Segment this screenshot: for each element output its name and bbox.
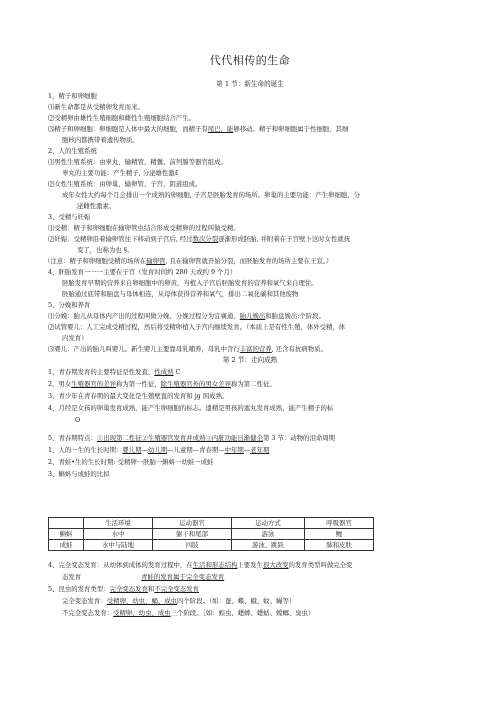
text: —儿童期—青春期— (167, 446, 225, 454)
paragraph (48, 434, 335, 443)
paragraph: 胞核内都携带着遗传物质。 (62, 136, 139, 144)
document-title: 代代相传的生命 (209, 54, 291, 67)
underlined-text: 生活和形态结构 (192, 561, 238, 569)
paragraph: 2、青蛙•生的生长时期: 受精卵一胚胎一蝌蚪一幼蛙一成蛙 (48, 458, 214, 466)
underlined-text: 不完全变态发育 (154, 585, 200, 593)
text: 称为第一性征， (115, 380, 161, 388)
underlined-text: 受精卵、幼虫、蛹、成虫 (106, 597, 178, 605)
underlined-text: 受精卵、幼虫、成虫 (113, 609, 171, 617)
text: 5、昆虫的发育类型： (48, 585, 110, 593)
text: 完全变态发育： (62, 597, 107, 605)
paragraph: 成年女性大约每个月会排出一个成熟的卵细胞, 子宫是胚胎发育的场所。卵巢的主要功能：产生卵细胞，分 (62, 191, 361, 199)
paragraph: 4、月经是女孩的卵巢发育成熟，能产生卵细胞的标志。遗精是男孩的塞丸发育成熟，能产生精子的标 (48, 404, 334, 412)
comparison-table (48, 517, 374, 551)
text: 称为第二性征。 (231, 380, 276, 388)
table-cell: 游泳 (232, 529, 305, 540)
paragraph: 3、蝌蚪与成蛙的比拟 (48, 470, 110, 478)
table-header-row (49, 518, 374, 529)
paragraph: ⑵试管婴儿：人工完成受精过程，然后将受精卵植入子宫内继续发育。（本质上是有性生殖，体外受精，体 (48, 323, 346, 331)
underlined-text: 尾巴，能 (207, 125, 234, 133)
table-cell: 水中与陆地 (84, 540, 153, 551)
paragraph: 变了，也称为也 §。 (77, 246, 134, 254)
text: 逐渐形成胚胎, 并附着在子宫壁卜这时女性就抚 (218, 235, 351, 243)
text: 不完全变态发育： (62, 609, 114, 617)
table-cell: 游泳、跳跃 (232, 540, 305, 551)
text: 4、完全变态发育：从幼体到成体的发育过程中，在 (48, 561, 193, 569)
paragraph: 3、青少年在青春期的最大变化是生殖壁直的发育和 jg 困成熟。 (48, 392, 229, 400)
heading-3: 3、受精与妊娠 (48, 213, 91, 221)
heading-2: 2、人的生殖系统 (48, 147, 97, 155)
text: （注意：精子和卵细胞受精的场所在 (44, 257, 147, 265)
paragraph: 胚胎发育早期的营养来自卵细胞中的卵黄，当植入子宫后胚胎发育的营养和氧气来自理住。 (62, 279, 318, 287)
paragraph: 内发育） (62, 334, 88, 342)
table-cell: 成蛙 (49, 540, 84, 551)
note (44, 257, 332, 266)
paragraph: ⑴男性生殖系统：由睾丸、输精管、精囊、前列腺等器官组成。 (48, 158, 227, 166)
section-1-heading: 第 1 节：新生命的诞生 (216, 80, 284, 88)
paragraph (48, 368, 180, 377)
paragraph: 睾丸的主要功能：产生精子, 分泌雄性激£ (62, 169, 179, 177)
paragraph (48, 125, 348, 134)
underlined-text: 幼儿期 (147, 446, 168, 454)
paragraph (48, 235, 350, 244)
text: 和 (147, 585, 155, 593)
heading-5: 5、分娩和养育 (48, 301, 91, 309)
underlined-text: 完全变态发育 (109, 585, 148, 593)
table-header-cell: 运动器官 (153, 518, 232, 529)
table-header-cell: 运动方式 (232, 518, 305, 529)
underlined-text: 胎儿娩出 (239, 312, 266, 320)
table-cell: 躯干和尾部 (153, 529, 232, 540)
underlined-text: 很大改变 (262, 561, 289, 569)
text: 态发育 (62, 573, 82, 581)
underlined-text: 婴儿期 (122, 446, 142, 454)
text: 和胎盘娩出:个阶段。 (265, 312, 325, 320)
text: ⑶婴儿：产出的胎儿叫婴儿。新生婴儿主要靠母乳哺养，母乳中含行 (48, 345, 240, 353)
text: ⑴分娩：胎儿从母体内产出的过程叫做分娩。分娩过程分为宜襄通、 (48, 312, 240, 320)
heading-4: 4、胚胎发育一一一主要在子宫（发育时间约 280 天或约 9 个月） (48, 268, 237, 276)
paragraph: ⑵受精卵由雄性生殖细胞和雌性生殖细胞结合产生。 (48, 114, 195, 122)
table-cell: 四肢 (153, 540, 232, 551)
underlined-text: 数次分裂 (192, 235, 219, 243)
paragraph (48, 345, 327, 354)
paragraph (48, 312, 325, 321)
paragraph: ⑴新生命都是从受精卵发育而来。 (48, 103, 144, 111)
table-row (49, 540, 374, 551)
section-2-heading: 第 2 节：走向成熟 (222, 356, 278, 364)
underlined-text: 青蛙的发育属于完全变态发育 (141, 573, 225, 581)
text: ⑵妊娠：受精卵沿着输卵管往下移动到子宫后, 经过 (48, 235, 193, 243)
table-cell: 蝌蚪 (49, 529, 84, 540)
paragraph (48, 585, 199, 594)
heading-1: 1、精子和卵细胞 (48, 92, 97, 100)
text: ⑶精子和卵细胞：卵细胞是人体中最大的细胞，而精子有 (48, 125, 208, 133)
text: 的发育类型叫做完全变 (288, 561, 353, 569)
underlined-text: 输卵管 (146, 257, 166, 265)
paragraph (62, 609, 314, 618)
paragraph: ⑵女性生殖系统：由卵巢、输卵管、子宫、阴道组成。 (48, 180, 202, 188)
underlined-text: 丰富的营养 (239, 345, 272, 353)
text: 上要发生 (237, 561, 263, 569)
text: C (173, 368, 181, 376)
table-header-cell (49, 518, 84, 529)
text: — (141, 446, 148, 454)
table-header-cell: 生活环境 (84, 518, 153, 529)
table-cell: 鲤 (305, 529, 374, 540)
text: 1、人的一生的生长时期： (48, 446, 123, 454)
text: — (243, 446, 251, 454)
table-cell: 水中 (84, 529, 153, 540)
section-3-heading: 第 3 节：动物的泪命周期 (262, 434, 336, 442)
paragraph (48, 561, 352, 570)
paragraph (48, 380, 276, 389)
paragraph: ⑴受精：精子和卵细胞在输卵管虫结合形成受精卵的过程叫做受精。 (48, 224, 240, 232)
paragraph (48, 446, 269, 455)
underlined-text: 生殖器官的差异 (71, 380, 116, 388)
underlined-text: 老年期 (250, 446, 270, 454)
underlined-text: 性成熟 (154, 368, 174, 376)
paragraph (62, 573, 224, 582)
paragraph: 胚胎通过底带和胎盘与母体相连，从母体获得营养和氧气，排出二氧化碳和其他废物 (62, 290, 299, 298)
text: 2、男女 (48, 380, 72, 388)
text: 1、青春期发育的主要特征是性发直、 (48, 368, 155, 376)
underlined-text: 中年期 (224, 446, 244, 454)
text: , 还含有抗病物质。 (271, 345, 327, 353)
underlined-text: 除生殖器官外的男女差异 (160, 380, 232, 388)
text: , 且在输卵管就开始分裂，而胚胎发育的场所主要在王宣。） (165, 257, 333, 265)
paragraph (62, 597, 295, 606)
text: 够移动。精子和卵细胞属于性细胞，其细 (233, 125, 349, 133)
table-row (49, 529, 374, 540)
text: 三个阶段。［如：蝗虫、蟋蟀、蟋蛄、螳螂、臭虫） (170, 609, 315, 617)
text: 四个阶段。（如：蚕、蝶、蛾、蚊、蝇等） (177, 597, 296, 605)
paragraph: 泌雌性激素。 (77, 202, 116, 210)
text: 5、青春期特点： (48, 434, 97, 442)
table-header-cell: 呼吸器官 (305, 518, 374, 529)
table-cell: 肺和皮肤 (305, 540, 374, 551)
paragraph: O (75, 416, 81, 424)
underlined-text: ①出现第二性征②生殖器官发育并成熟③内脏功能日渐健全 (96, 434, 263, 442)
